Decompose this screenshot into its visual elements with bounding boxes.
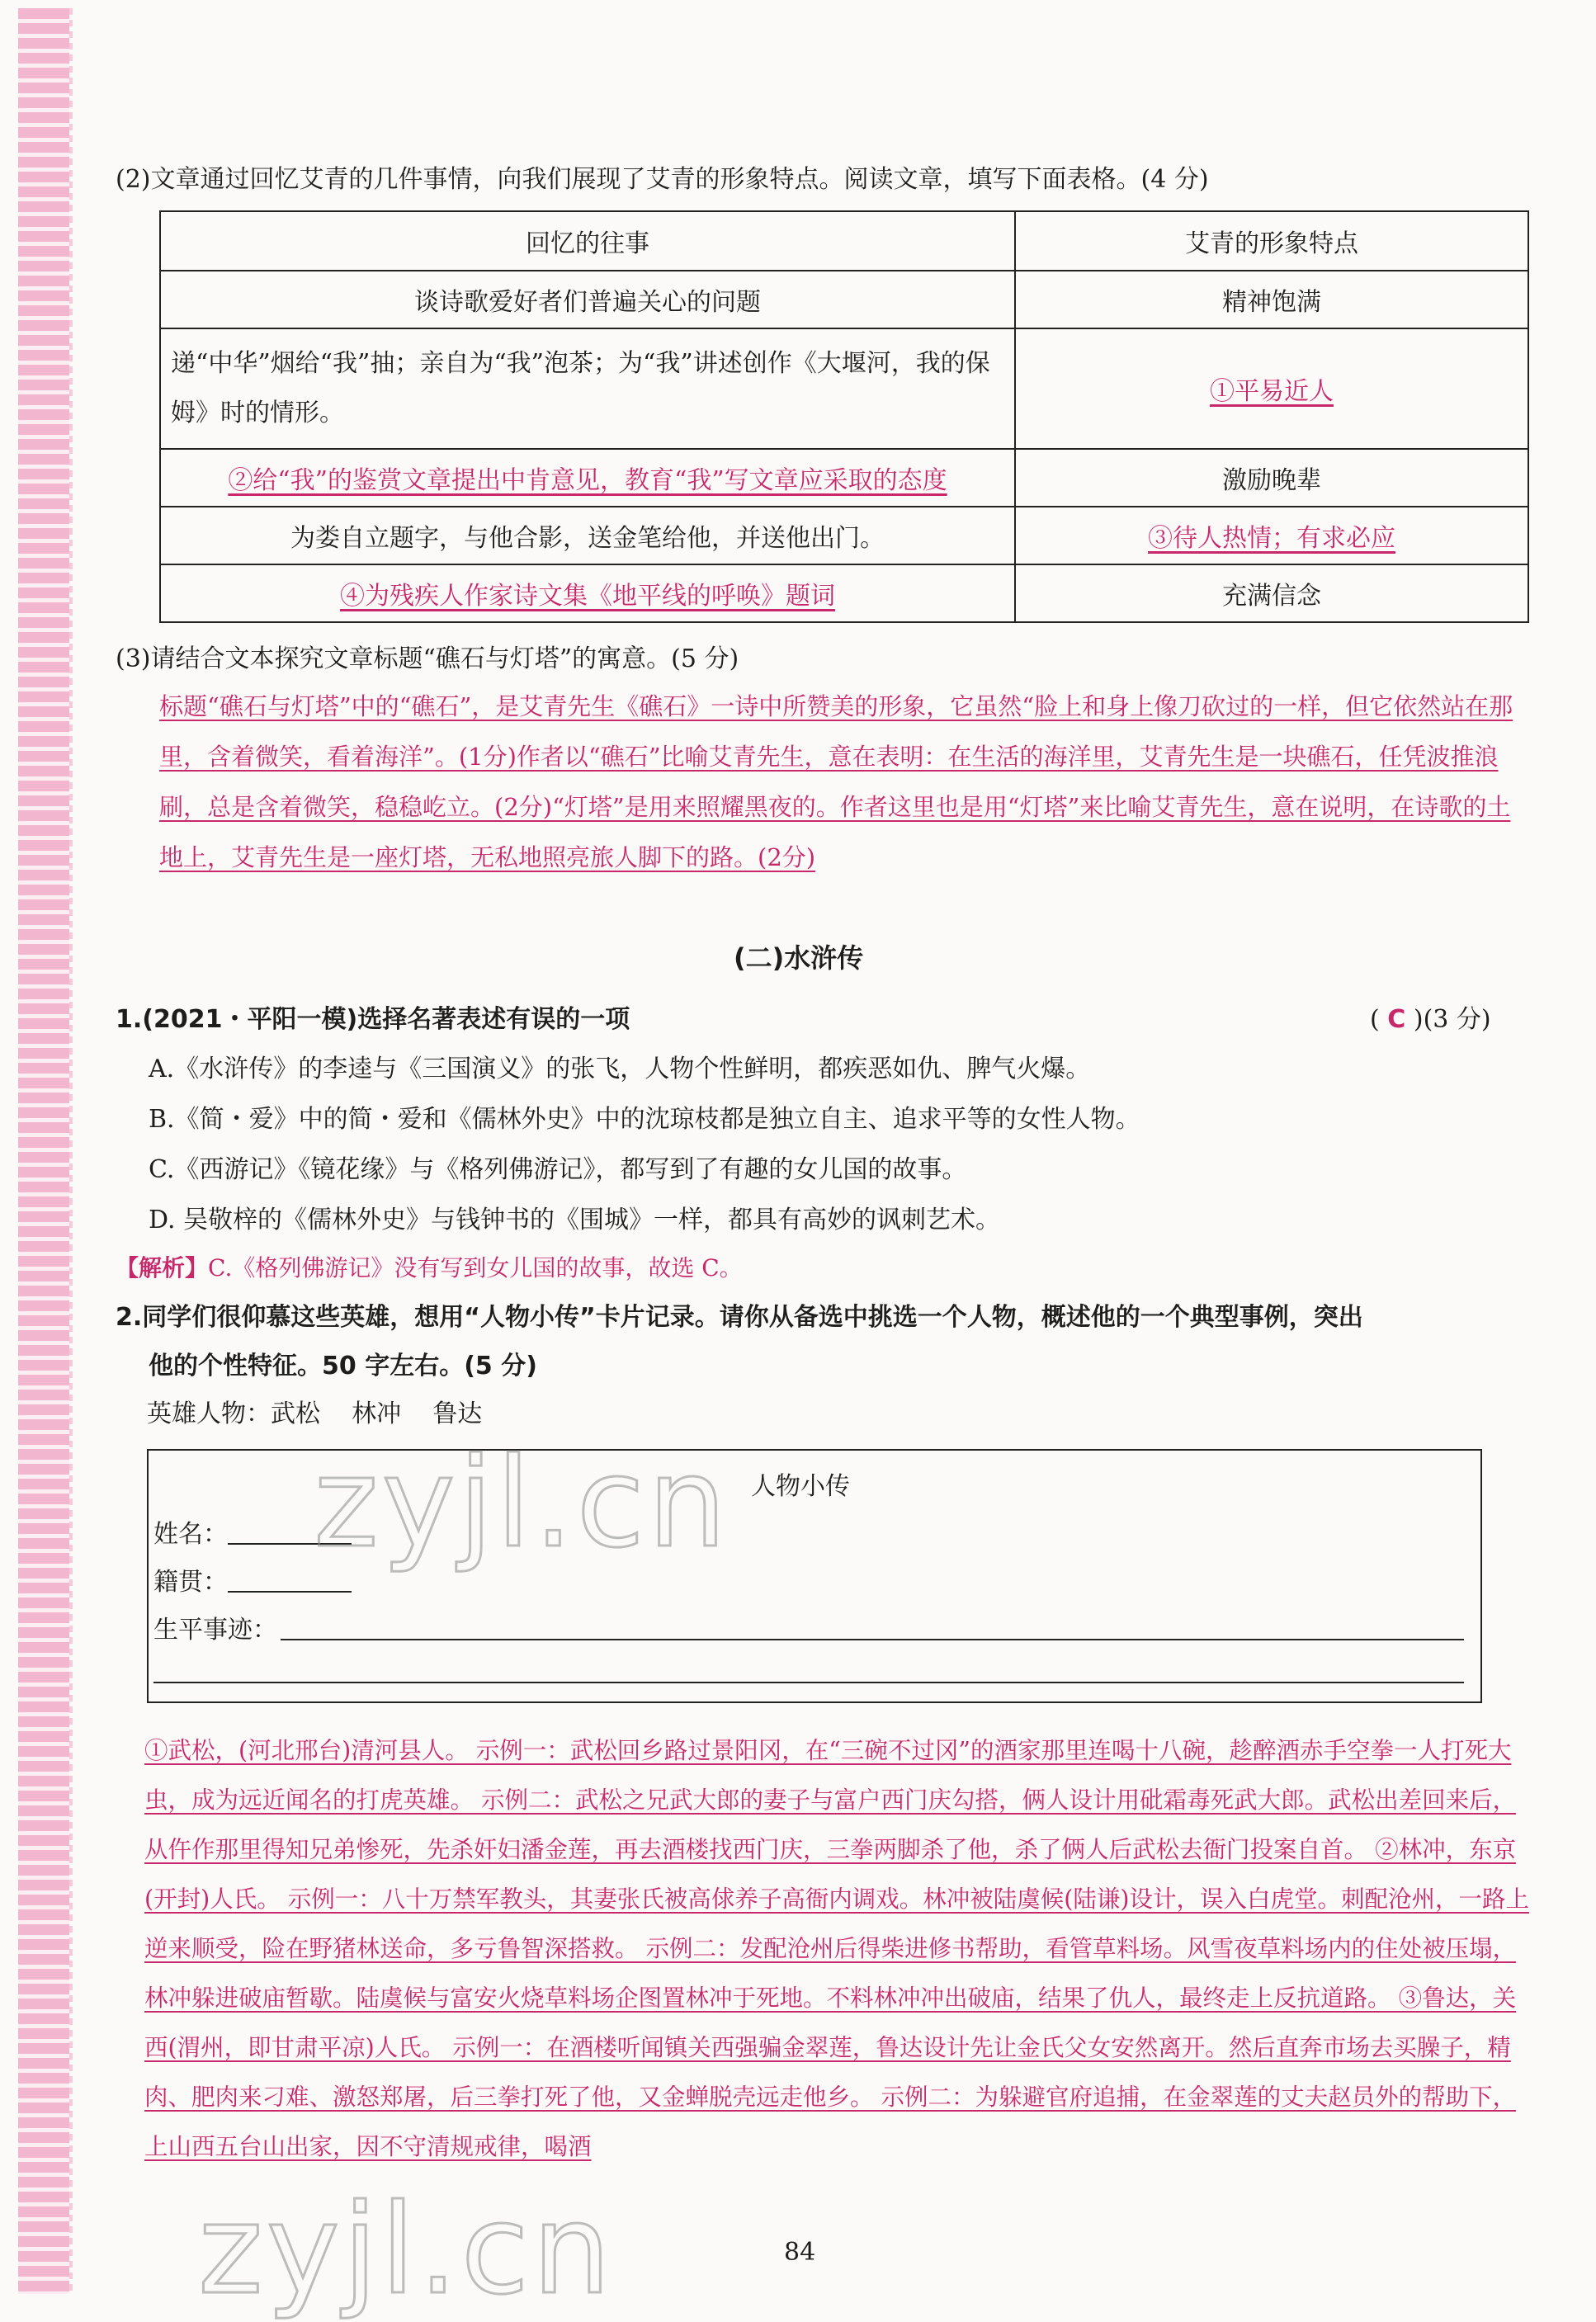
mc-number: 1. xyxy=(116,1005,143,1034)
mc-option-d: D. 吴敬梓的《儒林外史》与钱钟书的《围城》一样，都具有高妙的讽刺艺术。 xyxy=(149,1206,1001,1234)
table-cell-event-answer: ②给“我”的鉴赏文章提出中肯意见，教育“我”写文章应采取的态度 xyxy=(228,466,947,495)
analysis-label: 【解析】 xyxy=(116,1254,209,1281)
mc-analysis xyxy=(116,1250,743,1283)
mc-option-a: A.《水浒传》的李逵与《三国演义》的张飞，人物个性鲜明，都疾恶如仇、脾气火爆。 xyxy=(149,1055,1091,1083)
table-cell-event: 为娄自立题字，与他合影，送金笔给他，并送他出门。 xyxy=(160,507,1015,564)
card-q-stem-2: 他的个性特征。50 字左右。(5 分) xyxy=(149,1352,537,1380)
q2-stem: (2)文章通过回忆艾青的几件事情，向我们展现了艾青的形象特点。阅读文章，填写下面表格。(4 分) xyxy=(116,165,1209,194)
table-cell-trait: 充满信念 xyxy=(1015,564,1528,622)
mc-answer: C xyxy=(1387,1005,1406,1034)
card-question-line1 xyxy=(116,1296,1363,1333)
table-cell-trait-answer: ③待人热情；有求必应 xyxy=(1148,524,1395,553)
section-title: (二)水浒传 xyxy=(734,942,864,974)
mc-score: (3 分) xyxy=(1423,1005,1491,1034)
hero-name: 林冲 xyxy=(352,1399,402,1428)
watermark-logo: zyjl.cn xyxy=(314,1432,730,1575)
mc-question-header xyxy=(116,998,630,1035)
mc-stem: (2021・平阳一模)选择名著表述有误的一项 xyxy=(142,1005,630,1034)
page-binding-strip xyxy=(18,8,69,2294)
card-field-deeds: 生平事迹： xyxy=(153,1616,277,1645)
page-number: 84 xyxy=(784,2238,816,2267)
card-q-stem-1: 同学们很仰慕这些英雄，想用“人物小传”卡片记录。请你从备选中挑选一个人物，概述他的一个典型事例，突出 xyxy=(142,1303,1363,1332)
deeds-blank-1 xyxy=(281,1639,1464,1640)
table-header-event: 回忆的往事 xyxy=(160,211,1015,271)
q3-stem: (3)请结合文本探究文章标题“礁石与灯塔”的寓意。(5 分) xyxy=(116,644,739,673)
table-cell-event-answer: ④为残疾人作家诗文集《地平线的呼唤》题词 xyxy=(340,582,835,611)
analysis-text: C.《格列佛游记》没有写到女儿国的故事，故选 C。 xyxy=(208,1254,743,1281)
deeds-blank-2 xyxy=(153,1682,1464,1683)
table-header-trait: 艾青的形象特点 xyxy=(1015,211,1528,271)
heroes-label: 英雄人物： xyxy=(147,1399,271,1428)
origin-blank xyxy=(228,1591,352,1593)
watermark-logo: zyjl.cn xyxy=(198,2178,615,2322)
table-cell-trait: 精神饱满 xyxy=(1015,271,1528,328)
mc-option-b: B.《简・爱》中的简・爱和《儒林外史》中的沈琼枝都是独立自主、追求平等的女性人物。 xyxy=(149,1105,1140,1134)
table-cell-trait: 激励晚辈 xyxy=(1015,449,1528,507)
card-field-origin: 籍贯： xyxy=(153,1568,228,1597)
card-answer: ①武松，(河北邢台)清河县人。 示例一：武松回乡路过景阳冈，在“三碗不过冈”的酒家那里连喝十八碗，趁醉酒赤手空拳一人打死大虫，成为远近闻名的打虎英雄。 示例二：武松之兄武大郎的妻子与富户西门庆勾搭，俩人设计用砒霜毒死武大郎。武松出差回来后，从仵作那里得知兄弟惨死，先杀奸妇潘金莲，再去酒楼找西门庆，三拳两脚杀了他，杀了俩人后武松去衙门投案自首。 ②林冲，东京(开封)人氏。 示例一：八十万禁军教头，其妻张氏被高俅养子高衙内调戏。林冲被陆虞候(陆谦)设计，误入白虎堂。刺配沧州，一路上逆来顺受，险在野猪林送命，多亏鲁智深搭救。 示例二：发配沧州后得柴进修书帮助，看管草料场。风雪夜草料场内的住处被压塌，林冲躲进破庙暂歇。陆虞候与富安火烧草料场企图置林冲于死地。不料林冲冲出破庙，结果了仇人，最终走上反抗道路。 ③鲁达，关西(渭州，即甘肃平凉)人氏。 示例一：在酒楼听闻镇关西强骗金翠莲，鲁达设计先让金氏父女安然离开。然后直奔市场去买臊子，精肉、肥肉来刁难、激怒郑屠，后三拳打死了他，又金蝉脱壳远走他乡。 示例二：为躲避官府追捕，在金翠莲的丈夫赵员外的帮助下，上山西五台山出家，因不守清规戒律，喝酒 xyxy=(144,1737,1530,2160)
card-q-number: 2. xyxy=(116,1303,143,1332)
card-title: 人物小传 xyxy=(751,1472,850,1501)
table-cell-trait-answer: ①平易近人 xyxy=(1210,377,1334,406)
hero-name: 鲁达 xyxy=(432,1399,483,1428)
table-cell-event: 谈诗歌爱好者们普遍关心的问题 xyxy=(160,271,1015,328)
card-field-name: 姓名： xyxy=(153,1520,228,1549)
mc-paren-close: ) xyxy=(1413,1005,1424,1034)
mc-answer-slot xyxy=(1370,998,1491,1035)
hero-name: 武松 xyxy=(271,1399,320,1428)
q3-answer: 标题“礁石与灯塔”中的“礁石”，是艾青先生《礁石》一诗中所赞美的形象，它虽然“脸上和身上像刀砍过的一样，但它依然站在那里，含着微笑，看着海洋”。(1分)作者以“礁石”比喻艾青先生，意在表明：在生活的海洋里，艾青先生是一块礁石，任凭波推浪刷，总是含着微笑，稳稳屹立。(2分)“灯塔”是用来照耀黑夜的。作者这里也是用“灯塔”来比喻艾青先生，意在说明，在诗歌的土地上，艾青先生是一座灯塔，无私地照亮旅人脚下的路。(2分) xyxy=(159,692,1513,871)
events-traits-table xyxy=(159,210,1529,623)
heroes-line xyxy=(147,1393,482,1429)
mc-option-c: C.《西游记》《镜花缘》与《格列佛游记》，都写到了有趣的女儿国的故事。 xyxy=(149,1155,967,1184)
table-cell-event: 递“中华”烟给“我”抽；亲自为“我”泡茶；为“我”讲述创作《大堰河，我的保姆》时的情形。 xyxy=(160,328,1015,449)
mc-paren-open: ( xyxy=(1370,1005,1380,1034)
